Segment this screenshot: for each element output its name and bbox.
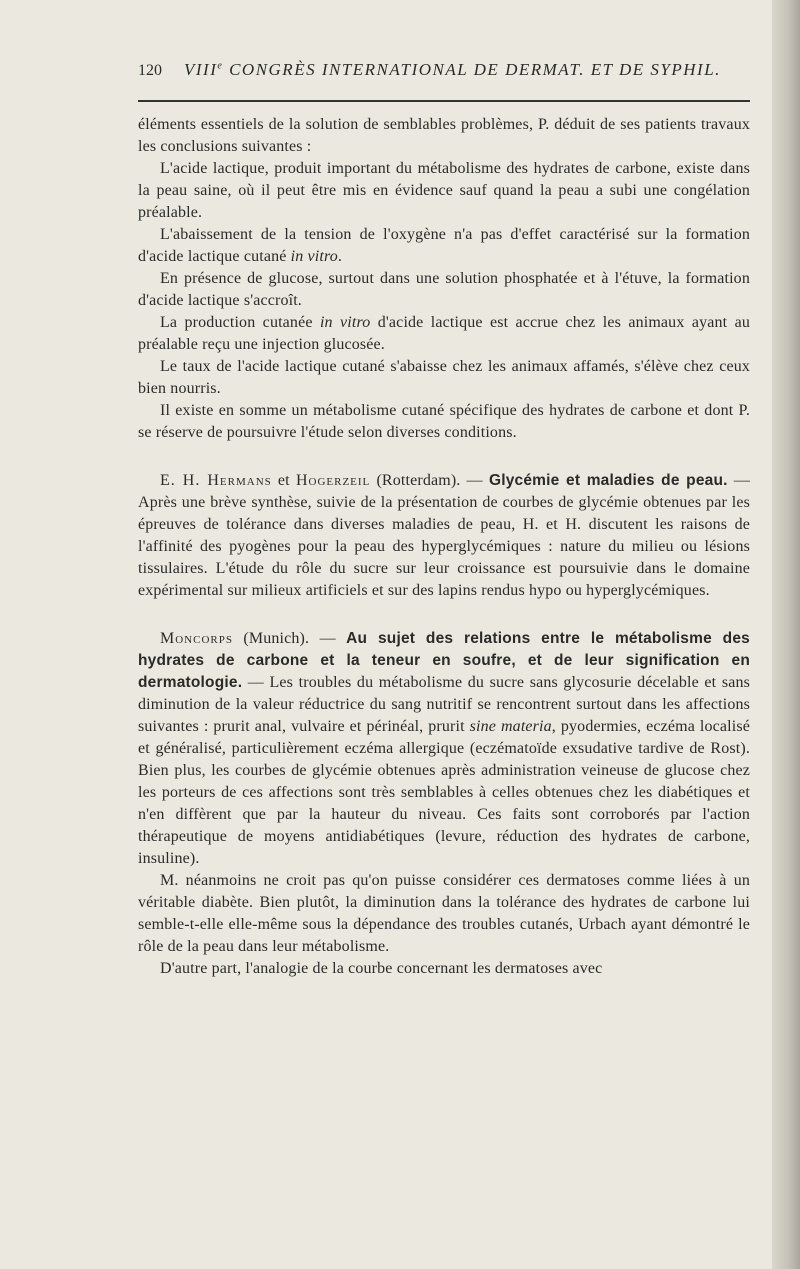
- abstract-moncorps: [138, 628, 750, 980]
- running-title-roman: VIII: [184, 60, 218, 79]
- text-run: La production cutanée: [160, 314, 320, 331]
- paragraph: [138, 312, 750, 356]
- abstract-body: — Après une brève synthèse, suivie de la présentation de courbes de glycémie obtenues par les épreuves de tolérance dans diverses maladies de peau, H. et H. discutent les raisons de l'affinité des pyogènes pour la peau des hyperglycémiques : nature du milieu ou lésions tissulaires. L'étude du rôle du sucre sur leur croissance est poursuivie dans le domaine expérimental sur milieux artificiels et sur des lapins rendus hypo ou hyperglycémiques.: [138, 472, 750, 599]
- text-run: et: [271, 472, 296, 489]
- paragraph: [138, 224, 750, 268]
- author-place: (Munich). —: [232, 630, 347, 647]
- header-rule: [138, 100, 750, 102]
- abstract-hermans: [138, 470, 750, 602]
- paragraph: D'autre part, l'analogie de la courbe concernant les dermatoses avec: [160, 960, 603, 977]
- paragraph: M. néanmoins ne croit pas qu'on puisse considérer ces dermatoses comme liées à un véritable diabète. Bien plutôt, la diminution dans la tolérance des hydrates de carbone lui semble-t-elle elle-même sous la dépendance des troubles cutanés, Urbach ayant démontré le rôle de la peau dans leur métabolisme.: [138, 872, 750, 955]
- paragraph: L'acide lactique, produit important du métabolisme des hydrates de carbone, existe dans la peau saine, où il peut être mis en évidence sauf quand la peau a subi une congélation préalable.: [138, 160, 750, 221]
- running-title-superscript: e: [217, 60, 224, 72]
- paragraph: Le taux de l'acide lactique cutané s'abaisse chez les animaux affamés, s'élève chez ceux bien nourris.: [138, 358, 750, 397]
- continuation-section: [138, 114, 750, 444]
- text-run: d'acide lactique est accrue chez les animaux ayant au préalable reçu une injection glucosée.: [138, 314, 750, 353]
- author-name: Hogerzeil: [295, 472, 371, 489]
- running-title: [184, 60, 721, 80]
- page-number: 120: [138, 62, 162, 79]
- author-name: E. H. Hermans: [160, 472, 272, 489]
- page-edge-shadow: [772, 0, 800, 1269]
- italic-term: sine materia: [469, 718, 552, 735]
- author-place: (Rotterdam). —: [370, 472, 489, 489]
- paragraph: [138, 470, 750, 602]
- paragraph: Il existe en somme un métabolisme cutané spécifique des hydrates de carbone et dont P. se réserve de poursuivre l'étude selon diverses conditions.: [138, 402, 750, 441]
- paragraph: éléments essentiels de la solution de semblables problèmes, P. déduit de ses patients travaux les conclusions suivantes :: [138, 116, 750, 155]
- paragraph: [138, 628, 750, 870]
- abstract-title: Au sujet des relations entre le métabolisme des hydrates de carbone et la teneur en soufre, et de leur signification en dermatologie.: [138, 630, 750, 691]
- page-body: [138, 60, 750, 980]
- abstract-body: — Les troubles du métabolisme du sucre sans glycosurie décelable et sans diminution de la valeur réductrice du sang nutritif se rencontrent surtout dans les affections suivantes : prurit anal, vulvaire et périnéal, prurit: [138, 674, 750, 735]
- author-name: Moncorps: [160, 630, 233, 647]
- abstract-title: Glycémie et maladies de peau.: [488, 472, 728, 489]
- running-title-text: CONGRÈS INTERNATIONAL DE DERMAT. ET DE SYPHIL.: [223, 60, 721, 79]
- abstract-body: , pyodermies, eczéma localisé et généralisé, particulièrement eczéma allergique (eczématoïde exsudative tardive de Rost). Bien plus, les courbes de glycémie obtenues après administration veineuse de glucose chez les porteurs de ces affections sont très semblables à celles obtenues chez les diabétiques et n'en diffèrent que par la hauteur du niveau. Ces faits sont corroborés par l'action thérapeutique de moyens antidiabétiques (levure, réduction des hydrates de carbone, insuline).: [138, 718, 750, 867]
- running-head: [138, 60, 750, 90]
- text-run: .: [337, 248, 343, 265]
- italic-term: in vitro: [319, 314, 371, 331]
- paragraph: En présence de glucose, surtout dans une solution phosphatée et à l'étuve, la formation d'acide lactique s'accroît.: [138, 270, 750, 309]
- text-run: L'abaissement de la tension de l'oxygène n'a pas d'effet caractérisé sur la formation d'acide lactique cutané: [138, 226, 750, 265]
- italic-term: in vitro: [290, 248, 338, 265]
